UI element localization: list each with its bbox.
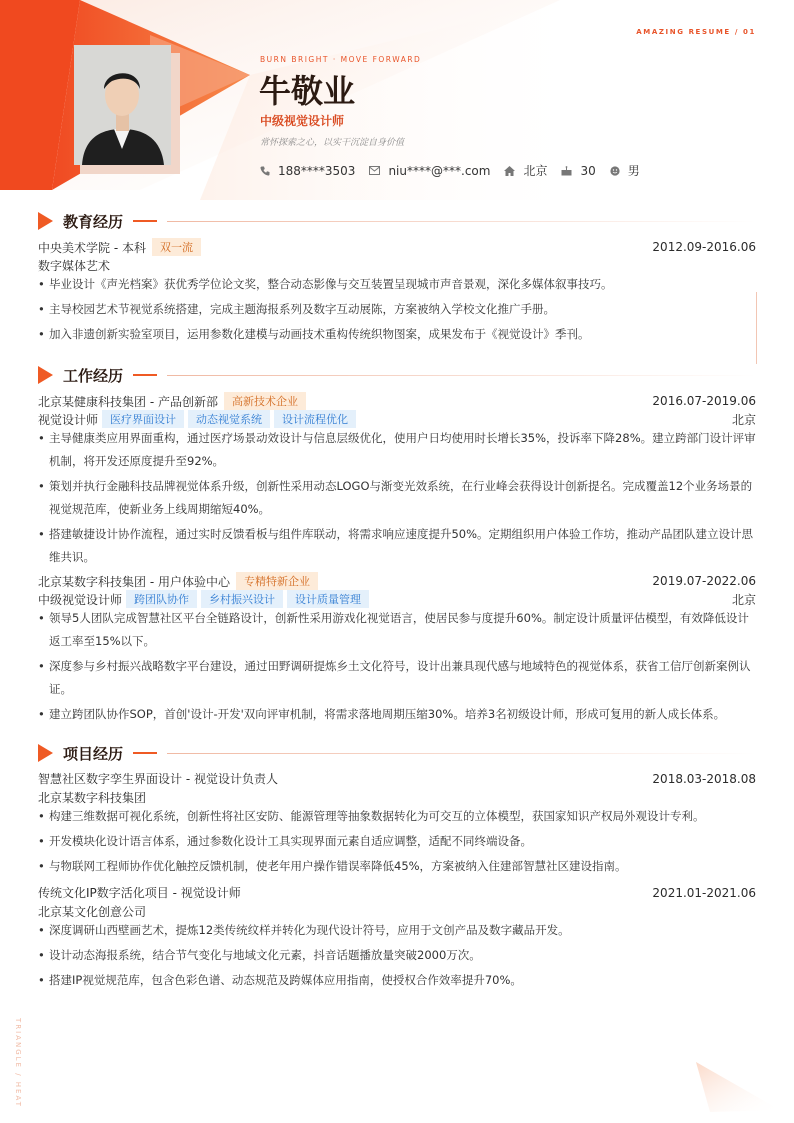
skill-tag: 设计质量管理	[287, 590, 369, 608]
school-name: 中央美术学院 - 本科	[38, 240, 146, 255]
phone-text: 188****3503	[278, 163, 356, 178]
section-title: 教育经历	[63, 212, 124, 231]
mail-icon	[369, 166, 380, 175]
section-divider	[167, 221, 756, 222]
section-projects	[38, 743, 756, 763]
side-accent-line	[756, 292, 757, 364]
avatar	[74, 45, 171, 165]
job-1-bullets	[38, 427, 756, 571]
age-text: 30	[580, 163, 596, 178]
section-dash	[133, 220, 157, 222]
list-item: • 深度参与乡村振兴战略数字平台建设，通过田野调研提炼乡土文化符号，设计出兼具现代感与地域特色的视觉体系，获省工信厅创新案例认证。	[38, 655, 756, 701]
skill-tag: 设计流程优化	[274, 410, 356, 428]
contact-bar	[260, 162, 654, 179]
list-item: • 构建三维数据可视化系统，创新性将社区安防、能源管理等抽象数据转化为可交互的立体模型，获国家知识产权局外观设计专利。	[38, 805, 756, 828]
corner-triangle-decoration	[690, 1060, 784, 1115]
job-1-header	[38, 392, 756, 410]
job-city: 北京	[731, 412, 756, 427]
project-name: 智慧社区数字孪生界面设计 - 视觉设计负责人	[38, 772, 278, 786]
project-1-bullets	[38, 805, 756, 880]
portrait-illustration	[74, 45, 171, 165]
job-1-role-row	[38, 410, 756, 428]
contact-phone	[260, 162, 355, 179]
job-role: 中级视觉设计师	[38, 592, 123, 607]
skill-tag: 动态视觉系统	[188, 410, 270, 428]
job-2-bullets	[38, 607, 756, 728]
list-item: • 策划并执行金融科技品牌视觉体系升级，创新性采用动态LOGO与渐变光效系统，在行业峰会获得设计创新提名。完成覆盖12个业务场景的视觉规范库，使新业务上线周期缩短40%。	[38, 475, 756, 521]
section-title: 项目经历	[63, 744, 124, 763]
list-item: • 搭建敏捷设计协作流程，通过实时反馈看板与组件库联动，将需求响应速度提升50%。定期组织用户体验工作坊，推动产品团队建立设计思维共识。	[38, 523, 756, 569]
smile-icon	[610, 166, 620, 176]
motto: 常怀探索之心，以实干沉淀自身价值	[260, 138, 405, 148]
job-period: 2019.07-2022.06	[652, 574, 756, 588]
skill-tag: 跨团队协作	[126, 590, 197, 608]
section-education	[38, 211, 756, 231]
school-badge: 双一流	[152, 238, 201, 256]
section-triangle-icon	[38, 212, 53, 230]
skill-tag: 医疗界面设计	[102, 410, 184, 428]
section-dash	[133, 374, 157, 376]
project-period: 2021.01-2021.06	[652, 885, 756, 900]
job-period: 2016.07-2019.06	[652, 394, 756, 408]
corner-tag: AMAZING RESUME / 01	[636, 28, 756, 36]
contact-email	[369, 162, 490, 179]
list-item: • 主导校园艺术节视觉系统搭建，完成主题海报系列及数字互动展陈，方案被纳入学校文化推广手册。	[38, 298, 756, 321]
company-name: 北京某健康科技集团 - 产品创新部	[38, 394, 218, 409]
company-badge: 高新技术企业	[224, 392, 306, 410]
project-name: 传统文化IP数字活化项目 - 视觉设计师	[38, 886, 241, 900]
section-work	[38, 365, 756, 385]
list-item: • 开发模块化设计语言体系，通过参数化设计工具实现界面元素自适应调整，适配不同终端设备。	[38, 830, 756, 853]
company-name: 北京某数字科技集团 - 用户体验中心	[38, 574, 230, 589]
home-icon	[504, 166, 515, 176]
section-triangle-icon	[38, 366, 53, 384]
list-item: • 设计动态海报系统，结合节气变化与地域文化元素，抖音话题播放量突破2000万次。	[38, 944, 756, 967]
list-item: • 深度调研山西壁画艺术，提炼12类传统纹样并转化为现代设计符号，应用于文创产品及数字藏品开发。	[38, 919, 756, 942]
section-divider	[167, 375, 756, 376]
section-title: 工作经历	[63, 366, 124, 385]
project-2-header	[38, 884, 756, 901]
job-title: 中级视觉设计师	[260, 114, 345, 128]
education-period: 2012.09-2016.06	[652, 240, 756, 254]
major: 数字媒体艺术	[38, 259, 111, 273]
list-item: • 领导5人团队完成智慧社区平台全链路设计，创新性采用游戏化视觉语言，使居民参与度提升60%。制定设计质量评估模型，有效降低设计返工率至15%以下。	[38, 607, 756, 653]
project-org: 北京某数字科技集团	[38, 791, 147, 805]
contact-city	[504, 162, 547, 179]
education-row	[38, 238, 756, 256]
job-city: 北京	[731, 592, 756, 607]
company-badge: 专精特新企业	[236, 572, 318, 590]
job-2-header	[38, 572, 756, 590]
gender-text: 男	[627, 164, 640, 178]
project-period: 2018.03-2018.08	[652, 771, 756, 786]
education-bullets	[38, 273, 756, 348]
list-item: • 建立跨团队协作SOP，首创'设计-开发'双向评审机制，将需求落地周期压缩30%。培养3名初级设计师，形成可复用的新人成长体系。	[38, 703, 756, 726]
section-divider	[167, 753, 756, 754]
section-dash	[133, 752, 157, 754]
skill-tag: 乡村振兴设计	[201, 590, 283, 608]
slogan: BURN BRIGHT · MOVE FORWARD	[260, 55, 422, 64]
email-text: niu****@***.com	[388, 163, 491, 178]
profile-photo	[74, 45, 171, 165]
list-item: • 主导健康类应用界面重构，通过医疗场景动效设计与信息层级优化，使用户日均使用时长增长35%，投诉率下降28%。建立跨部门设计评审机制，将开发还原度提升至92%。	[38, 427, 756, 473]
job-2-role-row	[38, 590, 756, 608]
project-2-bullets	[38, 919, 756, 994]
candidate-name: 牛敬业	[259, 72, 356, 110]
vertical-tag: TRIANGLE / HEAT	[14, 1018, 22, 1108]
section-triangle-icon	[38, 744, 53, 762]
city-text: 北京	[523, 164, 548, 178]
list-item: • 搭建IP视觉规范库，包含色彩色谱、动态规范及跨媒体应用指南，使授权合作效率提升70%。	[38, 969, 756, 992]
phone-icon	[260, 166, 270, 176]
list-item: • 毕业设计《声光档案》获优秀学位论文奖，整合动态影像与交互装置呈现城市声音景观，深化多媒体叙事技巧。	[38, 273, 756, 296]
job-role: 视觉设计师	[38, 412, 99, 427]
project-org: 北京某文化创意公司	[38, 905, 147, 919]
list-item: • 加入非遗创新实验室项目，运用参数化建模与动画技术重构传统织物图案，成果发布于《视觉设计》季刊。	[38, 323, 756, 346]
list-item: • 与物联网工程师协作优化触控反馈机制，使老年用户操作错误率降低45%，方案被纳入住建部智慧社区建设指南。	[38, 855, 756, 878]
contact-age	[561, 162, 595, 179]
contact-gender	[610, 162, 640, 179]
project-1-header	[38, 770, 756, 787]
cake-icon	[561, 166, 572, 176]
